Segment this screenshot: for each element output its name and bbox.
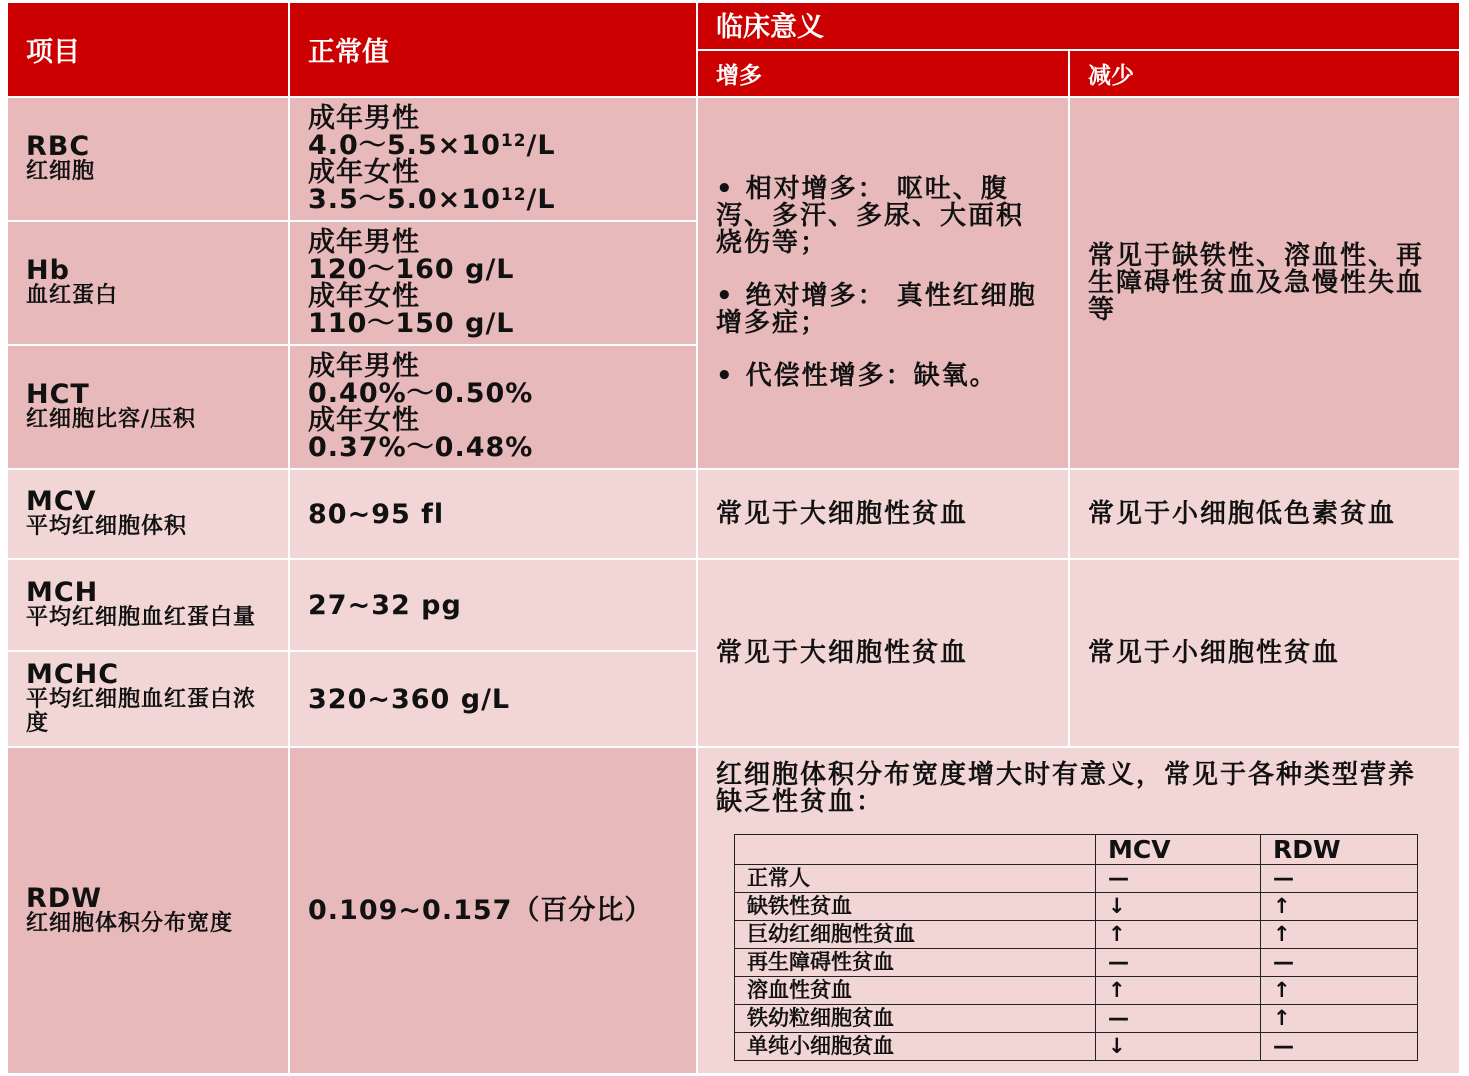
header-item-label: 项目 (26, 37, 80, 68)
rdw-normal-cell (290, 748, 698, 1075)
mcv-decrease-cell (1070, 470, 1461, 560)
hb-abbr: Hb (26, 255, 70, 286)
header-increase (698, 51, 1070, 98)
hb-female-value: 110～150 g/L (308, 308, 515, 339)
rbc-group-increase-cell (698, 98, 1070, 470)
rdw-name: 红细胞体积分布宽度 (26, 910, 234, 936)
mch-mchc-increase-cell (698, 560, 1070, 748)
hb-male-label: 成年男性 (308, 227, 420, 258)
table-row (735, 865, 1418, 893)
hb-item-cell (8, 222, 290, 346)
mcv-name: 平均红细胞体积 (26, 514, 188, 539)
anemia-type: 铁幼粒细胞贫血 (735, 1005, 1096, 1033)
increase-compensatory: • 代偿性增多：缺氧。 (716, 361, 998, 391)
mch-normal-cell (290, 560, 698, 652)
mcv-trend: ↑ (1096, 921, 1261, 949)
mch-mchc-decrease-cell (1070, 560, 1461, 748)
anemia-type: 溶血性贫血 (735, 977, 1096, 1005)
decrease-text: 常见于缺铁性、溶血性、再生障碍性贫血及急慢性失血等 (1088, 240, 1425, 325)
rdw-value: 0.109~0.157（百分比） (308, 895, 653, 926)
header-normal-label: 正常值 (308, 37, 389, 68)
header-decrease (1070, 51, 1461, 98)
rdw-trend: — (1261, 1033, 1418, 1061)
rdw-abbr: RDW (26, 882, 102, 914)
blood-index-table (8, 3, 1461, 1075)
increase-absolute: • 绝对增多： 真性红细胞增多症； (716, 281, 1037, 338)
mcv-normal-cell (290, 470, 698, 560)
mcv-trend: ↓ (1096, 1033, 1261, 1061)
anemia-type: 缺铁性贫血 (735, 893, 1096, 921)
header-clinical (698, 3, 1461, 51)
mcv-trend: — (1096, 1005, 1261, 1033)
rdw-trend: ↑ (1261, 921, 1418, 949)
hb-normal-cell (290, 222, 698, 346)
mchc-value: 320~360 g/L (308, 683, 511, 715)
mchc-item-cell (8, 652, 290, 748)
header-decrease-label: 减少 (1088, 63, 1134, 89)
hct-male-label: 成年男性 (308, 351, 420, 382)
rdw-trend: — (1261, 865, 1418, 893)
rbc-male-label: 成年男性 (308, 103, 420, 134)
mcv-increase-cell (698, 470, 1070, 560)
hb-name: 血红蛋白 (26, 283, 119, 308)
mchc-normal-cell (290, 652, 698, 748)
table-row (735, 921, 1418, 949)
increase-relative: • 相对增多： 呕吐、腹泻、多汗、多尿、大面积烧伤等； (716, 174, 1025, 258)
rdw-table-header-rdw: RDW (1261, 835, 1418, 865)
mch-name: 平均红细胞血红蛋白量 (26, 605, 257, 630)
hct-normal-cell (290, 346, 698, 470)
table-row (735, 1005, 1418, 1033)
mcv-abbr: MCV (26, 486, 97, 517)
rdw-trend: ↑ (1261, 977, 1418, 1005)
rdw-classification-table (734, 834, 1418, 1061)
mcv-trend: ↓ (1096, 893, 1261, 921)
mch-mchc-decrease: 常见于小细胞性贫血 (1088, 637, 1341, 668)
rbc-female-value: $3.5\sim 5.0\times 10^{12}/L$ (308, 184, 556, 215)
rbc-male-value: $4.0\sim 5.5\times 10^{12}/L$ (308, 130, 556, 161)
rbc-abbr: RBC (26, 131, 91, 162)
mchc-name: 平均红细胞血红蛋白浓度 (26, 687, 257, 736)
rbc-group-decrease-cell (1070, 98, 1461, 470)
mcv-value: 80~95 fl (308, 498, 445, 530)
mcv-trend: — (1096, 865, 1261, 893)
rbc-name: 红细胞 (26, 159, 96, 184)
hb-female-label: 成年女性 (308, 281, 420, 312)
table-row (735, 893, 1418, 921)
rdw-trend: ↑ (1261, 893, 1418, 921)
rdw-trend: ↑ (1261, 1005, 1418, 1033)
table-row (735, 977, 1418, 1005)
mcv-item-cell (8, 470, 290, 560)
mchc-abbr: MCHC (26, 659, 120, 690)
anemia-type: 再生障碍性贫血 (735, 949, 1096, 977)
mch-mchc-increase: 常见于大细胞性贫血 (716, 637, 969, 668)
hct-name: 红细胞比容/压积 (26, 407, 197, 432)
hct-female-label: 成年女性 (308, 405, 420, 436)
mcv-decrease: 常见于小细胞低色素贫血 (1088, 498, 1397, 529)
rbc-item-cell (8, 98, 290, 222)
hct-abbr: HCT (26, 379, 90, 410)
hct-male-value: 0.40%～0.50% (308, 378, 534, 409)
mch-value: 27~32 pg (308, 589, 462, 621)
mcv-trend: — (1096, 949, 1261, 977)
anemia-type: 正常人 (735, 865, 1096, 893)
hct-item-cell (8, 346, 290, 470)
anemia-type: 单纯小细胞贫血 (735, 1033, 1096, 1061)
rdw-meaning-cell (698, 748, 1461, 1075)
hb-male-value: 120～160 g/L (308, 254, 515, 285)
rdw-table-header-row (735, 835, 1418, 865)
table-row (735, 1033, 1418, 1061)
rdw-table-header-empty (735, 835, 1096, 865)
rdw-item-cell (8, 748, 290, 1075)
header-item (8, 3, 290, 98)
rbc-normal-cell (290, 98, 698, 222)
mcv-trend: ↑ (1096, 977, 1261, 1005)
header-normal (290, 3, 698, 98)
header-increase-label: 增多 (716, 63, 762, 89)
table-row (735, 949, 1418, 977)
header-clinical-label: 临床意义 (716, 11, 824, 43)
rdw-trend: — (1261, 949, 1418, 977)
mch-item-cell (8, 560, 290, 652)
hct-female-value: 0.37%～0.48% (308, 432, 534, 463)
rdw-table-header-mcv: MCV (1096, 835, 1261, 865)
mcv-increase: 常见于大细胞性贫血 (716, 498, 969, 529)
mch-abbr: MCH (26, 577, 99, 608)
rdw-meaning: 红细胞体积分布宽度增大时有意义，常见于各种类型营养缺乏性贫血： (716, 760, 1417, 817)
rbc-female-label: 成年女性 (308, 157, 420, 188)
anemia-type: 巨幼红细胞性贫血 (735, 921, 1096, 949)
